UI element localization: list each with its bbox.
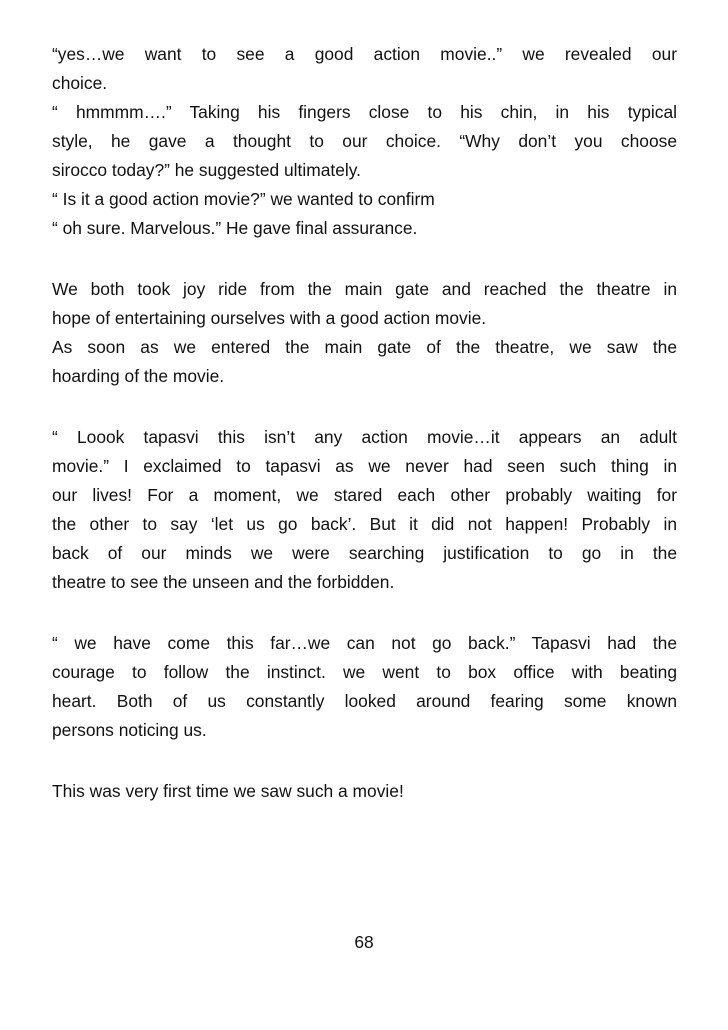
text-line: movie.” I exclaimed to tapasvi as we never had seen such thing in <box>52 456 677 476</box>
page-body <box>52 40 677 838</box>
paragraph-3 <box>52 423 677 597</box>
text-line: “ hmmmm….” Taking his fingers close to his chin, in his typical <box>52 102 677 122</box>
text-line: our lives! For a moment, we stared each other probably waiting for <box>52 485 677 505</box>
text-line: This was very first time we saw such a movie! <box>52 781 404 801</box>
paragraph-2 <box>52 275 677 391</box>
text-line: style, he gave a thought to our choice. “Why don’t you choose <box>52 131 677 151</box>
text-line: “ oh sure. Marvelous.” He gave final assurance. <box>52 218 418 238</box>
text-line: heart. Both of us constantly looked around fearing some known <box>52 691 677 711</box>
paragraph-4 <box>52 629 677 745</box>
text-line: “ Is it a good action movie?” we wanted to confirm <box>52 189 435 209</box>
text-line: “ Loook tapasvi this isn’t any action movie…it appears an adult <box>52 427 677 447</box>
text-line: the other to say ‘let us go back’. But it did not happen! Probably in <box>52 514 677 534</box>
text-line: sirocco today?” he suggested ultimately. <box>52 160 362 180</box>
text-line: courage to follow the instinct. we went to box office with beating <box>52 662 677 682</box>
text-line: persons noticing us. <box>52 720 207 740</box>
text-line: choice. <box>52 73 108 93</box>
text-line: back of our minds we were searching justification to go in the <box>52 543 677 563</box>
text-line: As soon as we entered the main gate of the theatre, we saw the <box>52 337 677 357</box>
text-line: We both took joy ride from the main gate and reached the theatre in <box>52 279 677 299</box>
page-number: 68 <box>354 932 374 952</box>
text-line: theatre to see the unseen and the forbidden. <box>52 572 395 592</box>
paragraph-5 <box>52 777 677 806</box>
text-line: hope of entertaining ourselves with a good action movie. <box>52 308 487 328</box>
text-line: “yes…we want to see a good action movie..” we revealed our <box>52 44 677 64</box>
paragraph-1 <box>52 40 677 243</box>
text-line: hoarding of the movie. <box>52 366 225 386</box>
text-line: “ we have come this far…we can not go back.” Tapasvi had the <box>52 633 677 653</box>
